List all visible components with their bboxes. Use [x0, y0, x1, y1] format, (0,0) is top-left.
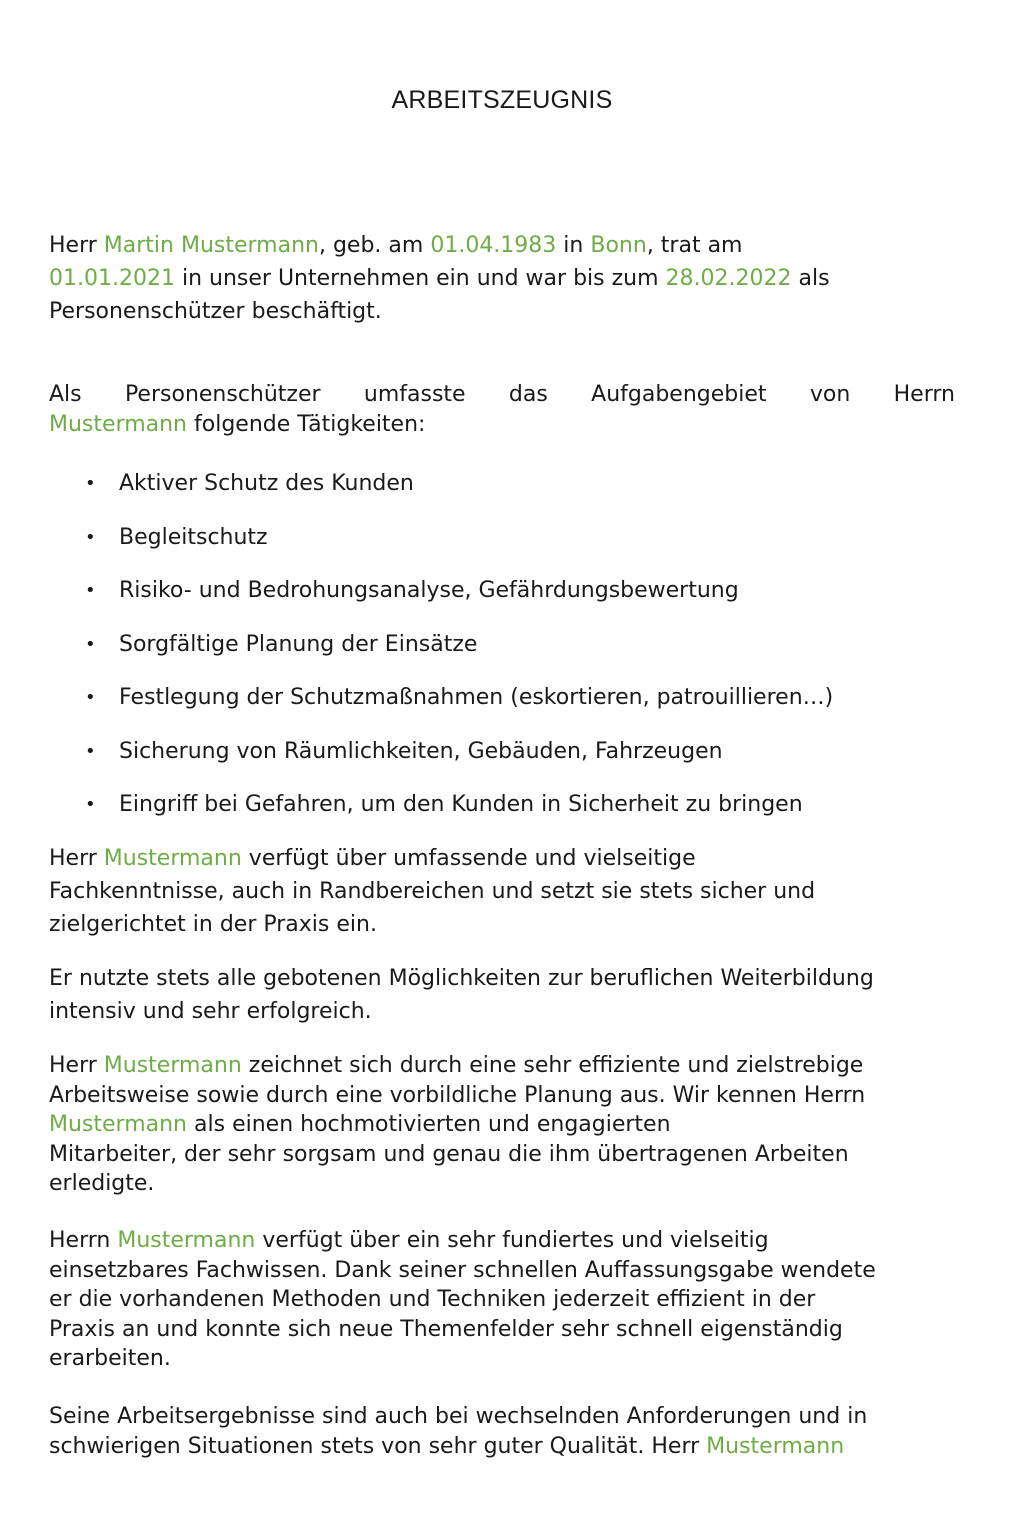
task-text: Eingriff bei Gefahren, um den Kunden in Sicherheit zu bringen	[119, 792, 803, 817]
workstyle-text: als einen hochmotivierten und engagierten	[194, 1112, 671, 1137]
bullet-icon: •	[85, 687, 96, 708]
salutation: Herr	[49, 846, 97, 871]
training-line-1: Er nutzte stets alle gebotenen Möglichkeiten zur beruflichen Weiterbildung	[49, 966, 874, 991]
task-list-item	[49, 466, 833, 520]
start-date: 01.01.2021	[49, 266, 175, 291]
intro-line-3: Personenschützer beschäftigt.	[49, 299, 382, 324]
task-list-item	[49, 573, 833, 627]
knowledge-text: verfügt über umfassende und vielseitige	[248, 846, 696, 871]
bullet-icon: •	[85, 580, 96, 601]
tasks-intro-word: Als	[49, 382, 82, 407]
tasks-intro-word: Herrn	[893, 382, 955, 407]
results-paragraph	[49, 1402, 955, 1461]
end-date: 28.02.2022	[665, 266, 792, 291]
results-line-1: Seine Arbeitsergebnisse sind auch bei wechselnden Anforderungen und in	[49, 1404, 868, 1429]
task-text: Sorgfältige Planung der Einsätze	[119, 631, 478, 657]
birth-label: , geb. am	[318, 233, 424, 258]
task-text: Sicherung von Räumlichkeiten, Gebäuden, Fahrzeugen	[119, 738, 723, 764]
tasks-intro-word: umfasste	[363, 382, 466, 407]
intro-line-2	[49, 262, 955, 295]
task-text: Risiko- und Bedrohungsanalyse, Gefährdungsbewertung	[119, 578, 739, 603]
expertise-paragraph	[49, 1226, 955, 1374]
tasks-intro-rest: folgende Tätigkeiten:	[194, 411, 426, 437]
task-list-item	[49, 680, 833, 734]
in-label: in	[563, 233, 584, 258]
intro-paragraph	[49, 229, 955, 328]
results-text: schwierigen Situationen stets von sehr guter Qualität. Herr	[49, 1433, 700, 1459]
birth-place: Bonn	[590, 233, 647, 258]
employee-name: Martin Mustermann	[103, 233, 319, 258]
salutation: Herr	[49, 1053, 97, 1078]
expertise-line-1	[49, 1226, 955, 1256]
workstyle-line-5: erledigte.	[49, 1171, 155, 1196]
tasks-intro-word: Personenschützer	[124, 382, 321, 407]
salutation: Herrn	[49, 1228, 111, 1253]
expertise-text: verfügt über ein sehr fundiertes und vielseitig	[262, 1228, 769, 1253]
employee-surname: Mustermann	[49, 1112, 188, 1137]
expertise-line-3: er die vorhandenen Methoden und Techniken jederzeit effizient in der	[49, 1287, 816, 1312]
knowledge-paragraph	[49, 842, 955, 941]
tasks-intro-line-1	[49, 380, 955, 410]
bullet-icon: •	[85, 633, 96, 655]
workstyle-line-3	[49, 1110, 955, 1140]
intro-mid-text: in unser Unternehmen ein und war bis zum	[181, 266, 659, 291]
knowledge-line-2: Fachkenntnisse, auch in Randbereichen und setzt sie stets sicher und	[49, 879, 816, 904]
knowledge-line-3: zielgerichtet in der Praxis ein.	[49, 912, 377, 937]
entry-label: , trat am	[646, 233, 743, 258]
workstyle-line-2: Arbeitsweise sowie durch eine vorbildliche Planung aus. Wir kennen Herrn	[49, 1082, 866, 1108]
employee-surname: Mustermann	[117, 1228, 256, 1253]
task-list-item	[49, 520, 833, 574]
results-line-2	[49, 1432, 955, 1462]
expertise-line-4: Praxis an und konnte sich neue Themenfelder sehr schnell eigenständig	[49, 1316, 843, 1342]
tasks-intro-word: das	[508, 382, 548, 407]
bullet-icon: •	[85, 473, 96, 494]
salutation: Herr	[49, 233, 97, 258]
task-text: Festlegung der Schutzmaßnahmen (eskortieren, patrouillieren…)	[119, 685, 834, 710]
task-list-item	[49, 734, 833, 788]
training-paragraph	[49, 962, 955, 1028]
bullet-icon: •	[85, 794, 96, 815]
tasks-intro-word: Aufgabengebiet	[591, 382, 767, 407]
task-text: Begleitschutz	[119, 524, 268, 550]
expertise-line-2: einsetzbares Fachwissen. Dank seiner schnellen Auffassungsgabe wendete	[49, 1257, 876, 1283]
workstyle-paragraph	[49, 1051, 955, 1199]
task-text: Aktiver Schutz des Kunden	[119, 471, 414, 496]
employee-surname: Mustermann	[49, 411, 188, 437]
employee-surname: Mustermann	[103, 846, 242, 871]
employee-surname: Mustermann	[103, 1053, 242, 1078]
workstyle-line-4: Mitarbeiter, der sehr sorgsam und genau die ihm übertragenen Arbeiten	[49, 1141, 849, 1167]
bullet-icon: •	[85, 740, 96, 762]
knowledge-line-1	[49, 842, 955, 875]
als-label: als	[798, 266, 830, 291]
intro-line-1	[49, 229, 955, 262]
tasks-intro-line-2	[49, 410, 955, 440]
bullet-icon: •	[85, 526, 96, 548]
task-list-item	[49, 787, 833, 841]
tasks-intro-word: von	[809, 382, 851, 407]
document-title: ARBEITSZEUGNIS	[391, 86, 613, 114]
workstyle-text: zeichnet sich durch eine sehr effiziente und zielstrebige	[248, 1053, 864, 1078]
birth-date: 01.04.1983	[430, 233, 557, 258]
tasks-intro-paragraph	[49, 380, 955, 439]
workstyle-line-1	[49, 1051, 955, 1081]
training-line-2: intensiv und sehr erfolgreich.	[49, 999, 372, 1024]
task-list	[49, 466, 833, 841]
expertise-line-5: erarbeiten.	[49, 1346, 171, 1371]
task-list-item	[49, 627, 833, 681]
employee-surname: Mustermann	[706, 1433, 845, 1459]
